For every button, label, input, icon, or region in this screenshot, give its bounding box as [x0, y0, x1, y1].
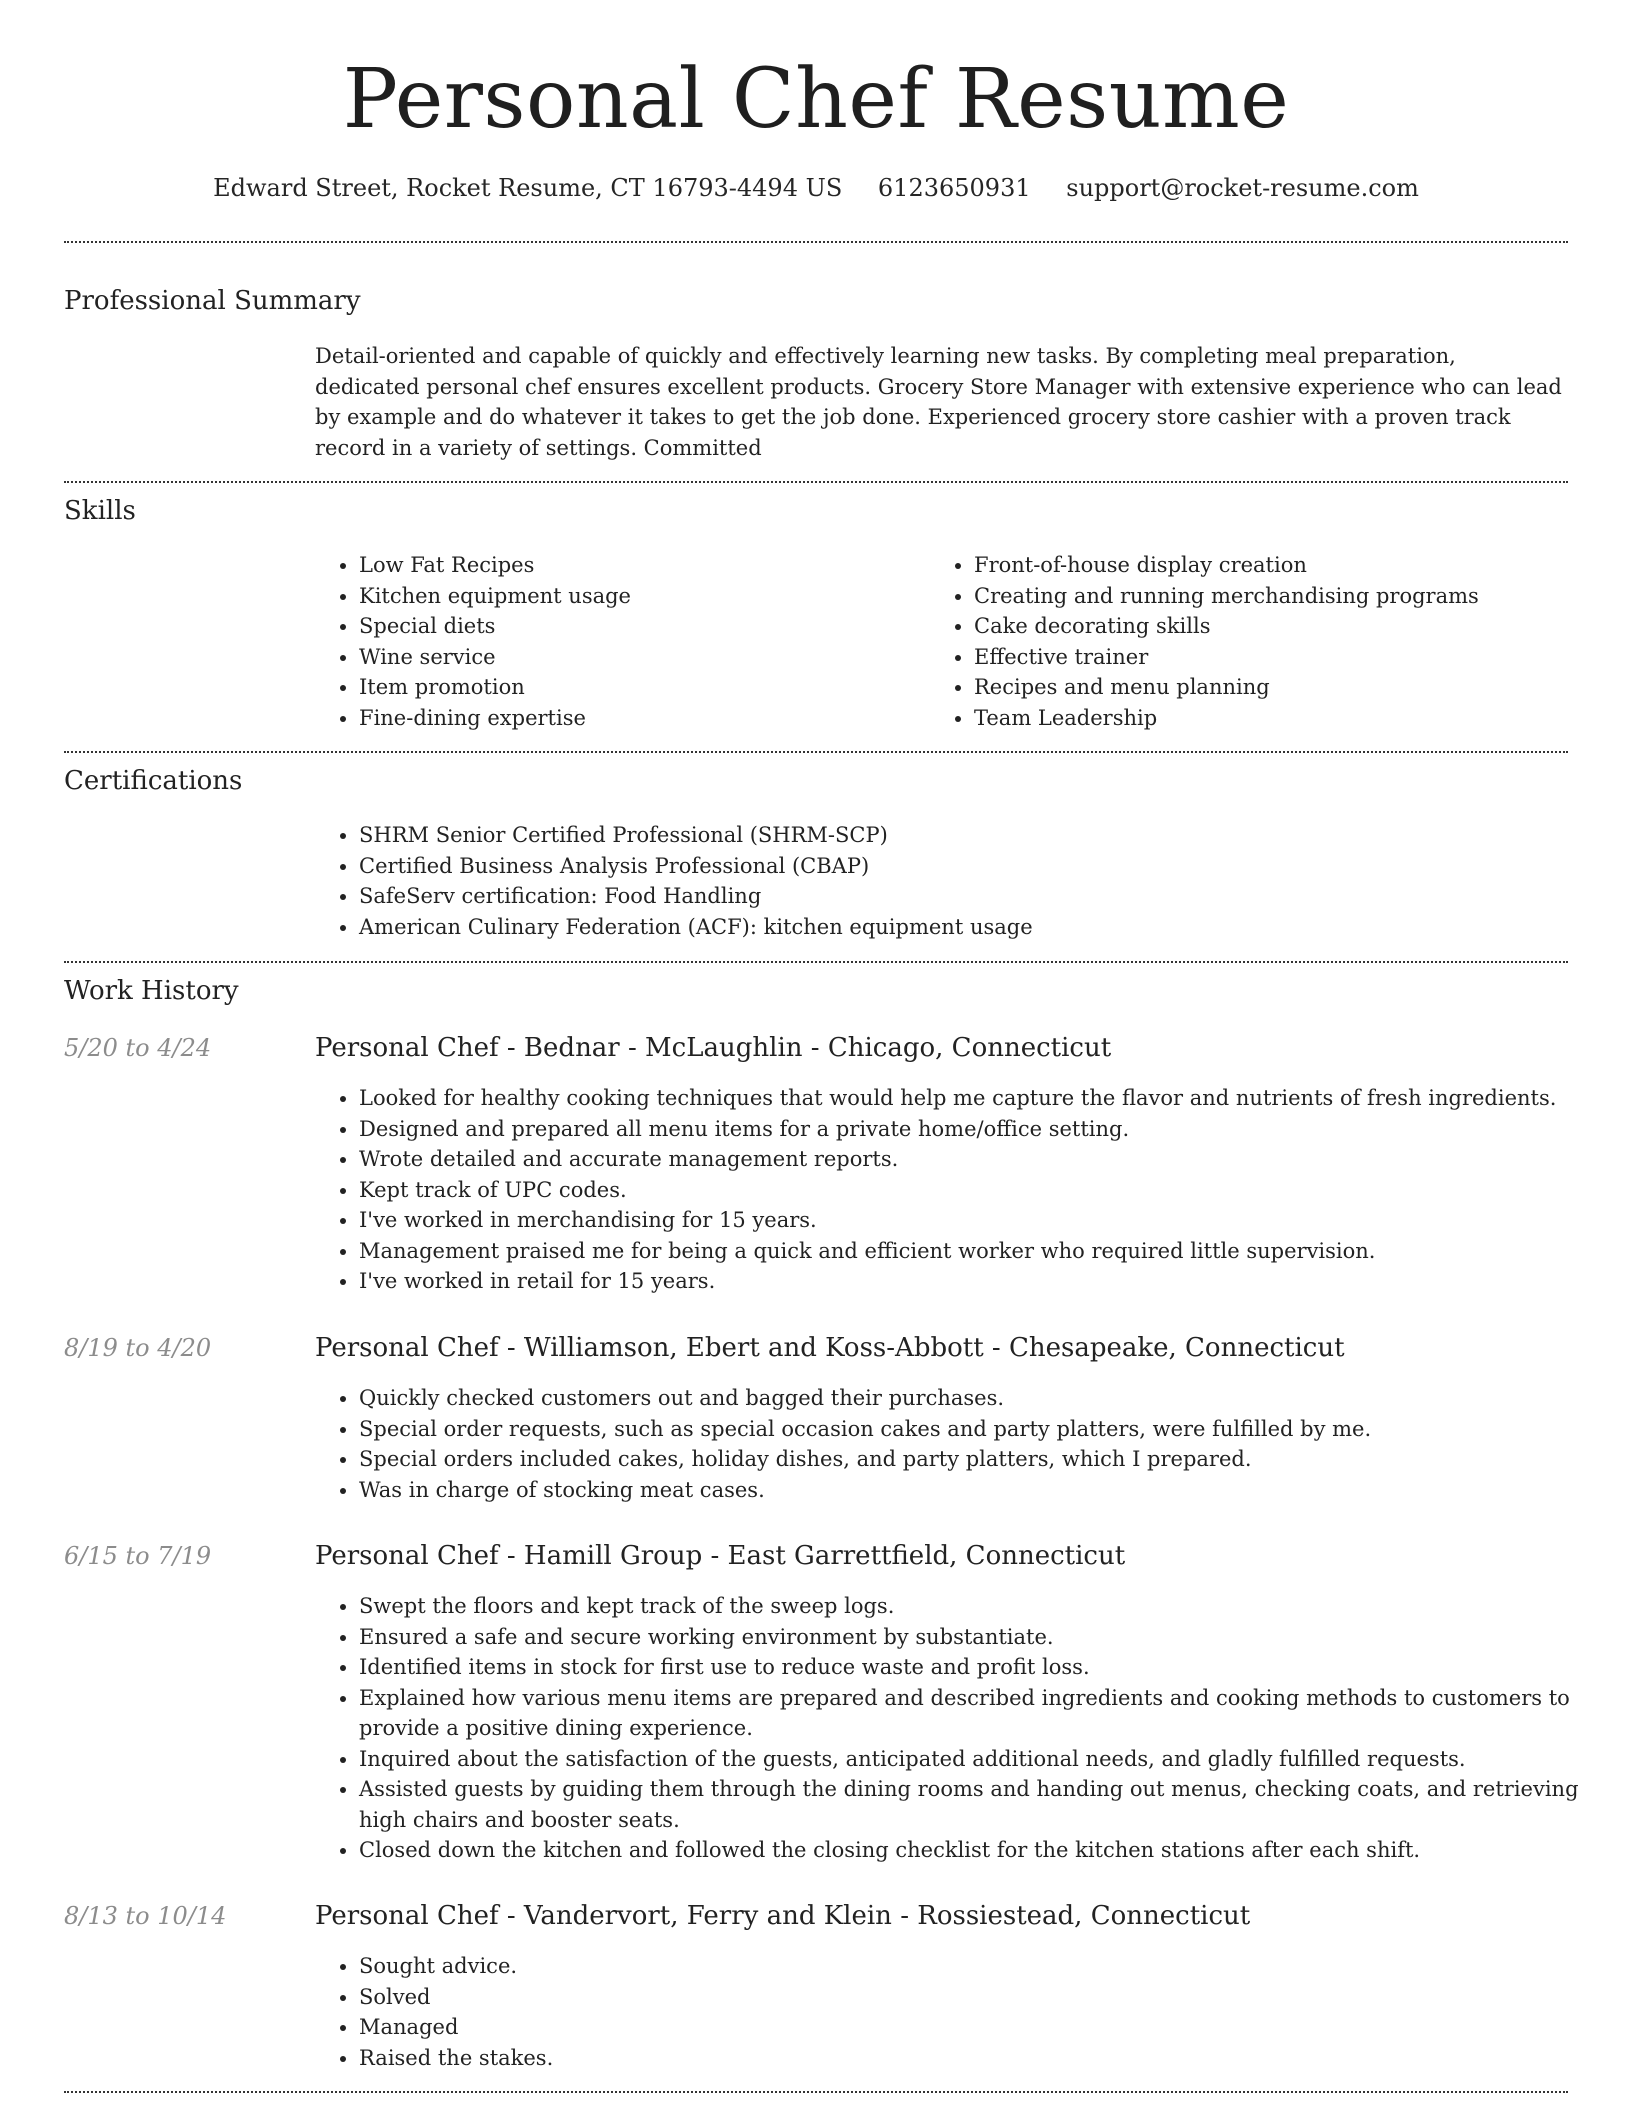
- job-bullets: [315, 1591, 1609, 1866]
- job-bullets: [315, 1951, 1609, 2073]
- job-bullet: • I've worked in retail for 15 years.: [359, 1266, 1609, 1297]
- job-bullet: • Inquired about the satisfaction of the guests, anticipated additional needs, and gladly fulfilled requests.: [359, 1744, 1609, 1775]
- job-bullet: • Management praised me for being a quick and efficient worker who required little supervision.: [359, 1236, 1609, 1267]
- summary-text: Detail-oriented and capable of quickly and effectively learning new tasks. By completing meal preparation, dedicated personal chef ensures excellent products. Grocery Store Manager with extensive experience who can lead by example and do whatever it takes to get the job done. Experienced grocery store cashier with a proven track record in a variety of settings. Committed: [315, 344, 1562, 460]
- job-bullets: [315, 1083, 1609, 1297]
- job-title: Personal Chef - Hamill Group - East Garrettfield, Connecticut: [315, 1541, 1126, 1571]
- skills-list-left: [315, 550, 919, 733]
- job-bullet: • Ensured a safe and secure working environment by substantiate.: [359, 1622, 1609, 1653]
- job-bullet: • Was in charge of stocking meat cases.: [359, 1475, 1609, 1506]
- job-bullet: • Assisted guests by guiding them through the dining rooms and handing out menus, checking coats, and retrieving high chairs and booster seats.: [359, 1774, 1609, 1835]
- job-dates: 8/19 to 4/20: [64, 1334, 212, 1362]
- job-dates: 6/15 to 7/19: [64, 1542, 212, 1570]
- job-bullet: • Swept the floors and kept track of the sweep logs.: [359, 1591, 1609, 1622]
- job-bullet: • Wrote detailed and accurate management reports.: [359, 1144, 1609, 1175]
- skill-item: • Team Leadership: [974, 703, 1594, 734]
- skill-item: • Special diets: [359, 611, 919, 642]
- job-bullet: • Designed and prepared all menu items for a private home/office setting.: [359, 1114, 1609, 1145]
- job-bullet: • Explained how various menu items are prepared and described ingredients and cooking methods to customers to provide a positive dining experience.: [359, 1683, 1609, 1744]
- job-bullet: • I've worked in merchandising for 15 years.: [359, 1205, 1609, 1236]
- contact-phone: 6123650931: [877, 174, 1031, 202]
- certification-item: • Certified Business Analysis Professional (CBAP): [359, 851, 1599, 882]
- section-divider: [64, 961, 1568, 963]
- job-bullet: • Identified items in stock for first use to reduce waste and profit loss.: [359, 1652, 1609, 1683]
- skill-item: • Kitchen equipment usage: [359, 581, 919, 612]
- section-divider: [64, 241, 1568, 243]
- job-title: Personal Chef - Bednar - McLaughlin - Chicago, Connecticut: [315, 1033, 1112, 1063]
- job-bullet: • Quickly checked customers out and bagged their purchases.: [359, 1383, 1609, 1414]
- skill-item: • Wine service: [359, 642, 919, 673]
- job-bullet: • Managed: [359, 2012, 1609, 2043]
- skills-heading: Skills: [64, 496, 136, 526]
- job-bullet: • Raised the stakes.: [359, 2043, 1609, 2074]
- skill-item: • Front-of-house display creation: [974, 550, 1594, 581]
- skill-item: • Recipes and menu planning: [974, 672, 1594, 703]
- certification-item: • American Culinary Federation (ACF): kitchen equipment usage: [359, 912, 1599, 943]
- skill-item: • Effective trainer: [974, 642, 1594, 673]
- section-divider: [64, 2091, 1568, 2093]
- certification-item: • SafeServ certification: Food Handling: [359, 881, 1599, 912]
- skill-item: • Low Fat Recipes: [359, 550, 919, 581]
- job-bullet: • Kept track of UPC codes.: [359, 1175, 1609, 1206]
- summary-heading: Professional Summary: [64, 286, 361, 316]
- job-bullet: • Special order requests, such as special occasion cakes and party platters, were fulfilled by me.: [359, 1414, 1609, 1445]
- section-divider: [64, 481, 1568, 483]
- job-title: Personal Chef - Williamson, Ebert and Koss-Abbott - Chesapeake, Connecticut: [315, 1333, 1345, 1363]
- job-title: Personal Chef - Vandervort, Ferry and Klein - Rossiestead, Connecticut: [315, 1901, 1251, 1931]
- skill-item: • Creating and running merchandising programs: [974, 581, 1594, 612]
- section-divider: [64, 751, 1568, 753]
- job-dates: 8/13 to 10/14: [64, 1902, 227, 1930]
- contact-email: support@rocket-resume.com: [1066, 174, 1419, 202]
- skill-item: • Fine-dining expertise: [359, 703, 919, 734]
- job-dates: 5/20 to 4/24: [64, 1034, 212, 1062]
- work-history-heading: Work History: [64, 976, 239, 1006]
- certification-item: • SHRM Senior Certified Professional (SHRM-SCP): [359, 820, 1599, 851]
- job-bullet: • Closed down the kitchen and followed the closing checklist for the kitchen stations after each shift.: [359, 1835, 1609, 1866]
- skill-item: • Item promotion: [359, 672, 919, 703]
- skill-item: • Cake decorating skills: [974, 611, 1594, 642]
- certifications-list: [315, 820, 1599, 942]
- job-bullets: [315, 1383, 1609, 1505]
- job-bullet: • Solved: [359, 1982, 1609, 2013]
- certifications-heading: Certifications: [64, 766, 243, 796]
- job-bullet: • Special orders included cakes, holiday dishes, and party platters, which I prepared.: [359, 1444, 1609, 1475]
- job-bullet: • Sought advice.: [359, 1951, 1609, 1982]
- skills-list-right: [930, 550, 1594, 733]
- job-bullet: • Looked for healthy cooking techniques that would help me capture the flavor and nutrients of fresh ingredients.: [359, 1083, 1609, 1114]
- contact-address: Edward Street, Rocket Resume, CT 16793-4494 US: [213, 174, 843, 202]
- resume-title: Personal Chef Resume: [342, 52, 1290, 147]
- contact-line: [0, 170, 1632, 206]
